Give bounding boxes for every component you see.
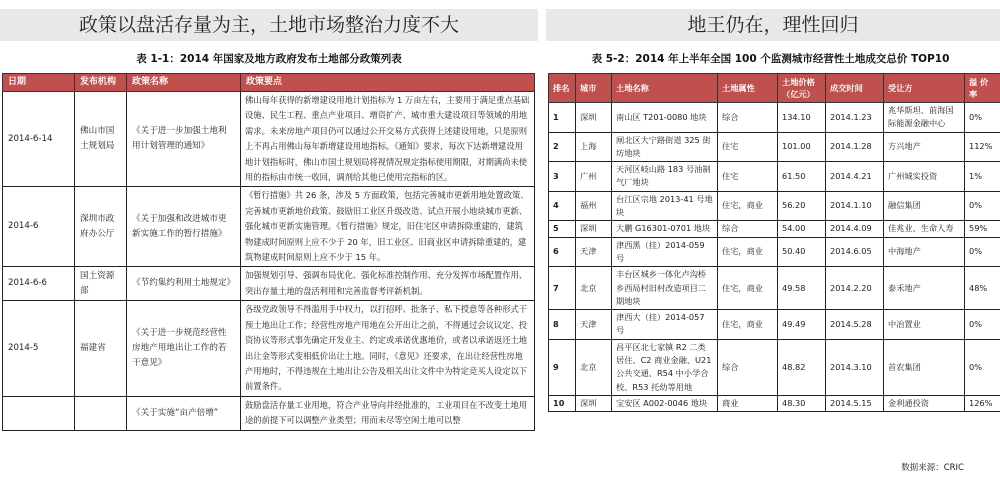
land-row — [549, 310, 1000, 340]
land-row — [549, 191, 1000, 221]
land-price-cell: 54.00 — [778, 221, 826, 237]
deal-date-cell: 2014.4.21 — [826, 162, 884, 192]
deal-date-cell: 2014.1.28 — [826, 132, 884, 162]
premium-rate-cell: 1% — [965, 162, 1000, 192]
land-use-cell: 住宅，商业 — [718, 237, 778, 267]
rank-cell: 8 — [549, 310, 576, 340]
policy-name-cell: 《关于进一步规范经营性房地产用地出让工作的若干意见》 — [127, 301, 241, 396]
land-use-cell: 住宅 — [718, 132, 778, 162]
land-row — [549, 339, 1000, 395]
land-use-cell: 住宅 — [718, 162, 778, 192]
deal-date-cell: 2014.1.23 — [826, 103, 884, 133]
date-cell: 2014-6-6 — [3, 267, 75, 301]
land-use-cell: 商业 — [718, 395, 778, 411]
header-policy-points: 政策要点 — [241, 74, 535, 92]
premium-rate-cell: 112% — [965, 132, 1000, 162]
right-banner-title: 地王仍在，理性回归 — [546, 9, 1000, 41]
header-land-price: 土地价格（亿元） — [778, 74, 826, 103]
city-cell: 深圳 — [576, 103, 612, 133]
buyer-cell: 中冶置业 — [884, 310, 965, 340]
city-cell: 深圳 — [576, 221, 612, 237]
land-row — [549, 267, 1000, 310]
land-price-cell: 50.40 — [778, 237, 826, 267]
premium-rate-cell: 0% — [965, 237, 1000, 267]
buyer-cell: 兆华斯坦、前海国际能源金融中心 — [884, 103, 965, 133]
agency-cell — [75, 396, 127, 430]
policy-name-cell: 《关于加强和改进城市更新实施工作的暂行措施》 — [127, 187, 241, 267]
buyer-cell: 中海地产 — [884, 237, 965, 267]
city-cell: 广州 — [576, 162, 612, 192]
deal-date-cell: 2014.1.10 — [826, 191, 884, 221]
policy-points-cell: 《暂行措施》共 26 条，涉及 5 方面政策，包括完善城市更新用地处置政策、完善城市更新地价政策、鼓励旧工业区升级改造、试点开展小地块城市更新、强化城市更新实施管理。《暂行措施》规定，旧住宅区申请拆除重建的，建筑物建成时间原则上应不少于 20 年，旧工业区、旧商业区申请拆除重建的，建筑物建成时间原则上应不少于 15 年。 — [241, 187, 535, 267]
land-name-cell: 津西大（挂）2014-057 号 — [612, 310, 718, 340]
premium-rate-cell: 0% — [965, 310, 1000, 340]
land-price-cell: 48.30 — [778, 395, 826, 411]
land-use-cell: 综合 — [718, 221, 778, 237]
buyer-cell: 佳兆业、生命人寿 — [884, 221, 965, 237]
policy-points-cell: 佛山每年获得的新增建设用地计划指标为 1 万亩左右，主要用于满足重点基础设施、民生工程、重点产业项目、增资扩产、城市重大建设项目等领域的用地需求。未来房地产项目仍可以通过公开交易方式获得上述建设用地，只是原则上不再占用佛山每年新增建设用地指标。《通知》要求，每次下达新增建设用地计划指标时，佛山市国土规划局将视情况规定指标使用期限，对期满尚未使用的指标由市统一收回，调剂给其他已使用完指标的区。 — [241, 92, 535, 187]
premium-rate-cell: 0% — [965, 103, 1000, 133]
land-use-cell: 综合 — [718, 103, 778, 133]
buyer-cell: 首农集团 — [884, 339, 965, 395]
right-panel — [541, 0, 1000, 480]
rank-cell: 1 — [549, 103, 576, 133]
land-name-cell: 南山区 T201-0080 地块 — [612, 103, 718, 133]
land-row — [549, 221, 1000, 237]
city-cell: 天津 — [576, 237, 612, 267]
policy-name-cell: 《节约集约利用土地规定》 — [127, 267, 241, 301]
land-use-cell: 综合 — [718, 339, 778, 395]
land-top10-table — [548, 73, 1000, 412]
city-cell: 上海 — [576, 132, 612, 162]
agency-cell: 福建省 — [75, 301, 127, 396]
city-cell: 深圳 — [576, 395, 612, 411]
premium-rate-cell: 0% — [965, 191, 1000, 221]
land-use-cell: 住宅，商业 — [718, 191, 778, 221]
rank-cell: 3 — [549, 162, 576, 192]
premium-rate-cell: 59% — [965, 221, 1000, 237]
header-deal-date: 成交时间 — [826, 74, 884, 103]
land-use-cell: 住宅，商业 — [718, 310, 778, 340]
policy-name-cell: 《关于进一步加强土地利用计划管理的通知》 — [127, 92, 241, 187]
land-row — [549, 162, 1000, 192]
data-source-note: 数据来源：CRIC — [901, 463, 964, 473]
land-price-cell: 49.49 — [778, 310, 826, 340]
deal-date-cell: 2014.5.28 — [826, 310, 884, 340]
land-name-cell: 津西黑（挂）2014-059 号 — [612, 237, 718, 267]
premium-rate-cell: 0% — [965, 339, 1000, 395]
rank-cell: 10 — [549, 395, 576, 411]
land-name-cell: 闸北区大宁路街道 325 街坊地块 — [612, 132, 718, 162]
rank-cell: 7 — [549, 267, 576, 310]
agency-cell: 佛山市国土规划局 — [75, 92, 127, 187]
buyer-cell: 方兴地产 — [884, 132, 965, 162]
land-table-header — [549, 74, 1000, 103]
city-cell: 北京 — [576, 267, 612, 310]
policy-points-cell: 各级党政领导不得滥用手中权力，以打招呼、批条子、私下授意等各种形式干预土地出让工作；经营性房地产用地在公开出让之前，不得通过会议议定、投资协议等形式事先确定开发业主、约定或承诺优惠地价，或者以承诺返还土地出让金等形式变相低价出让土地。同时，《意见》还要求，在出让经营性房地产用地时，不得违规在土地出让公告及相关出让文件中为特定竞买人设定以下前置条件。 — [241, 301, 535, 396]
policy-row — [3, 187, 535, 267]
land-price-cell: 134.10 — [778, 103, 826, 133]
rank-cell: 4 — [549, 191, 576, 221]
policy-table — [2, 73, 535, 431]
policy-table-header — [3, 74, 535, 92]
date-cell: 2014-6 — [3, 187, 75, 267]
rank-cell: 6 — [549, 237, 576, 267]
left-banner-title: 政策以盘活存量为主，土地市场整治力度不大 — [0, 9, 538, 41]
buyer-cell: 金利通投资 — [884, 395, 965, 411]
policy-name-cell: 《关于实施“亩产倍增” — [127, 396, 241, 430]
land-row — [549, 237, 1000, 267]
agency-cell: 国土资源部 — [75, 267, 127, 301]
deal-date-cell: 2014.5.15 — [826, 395, 884, 411]
header-land-use: 土地属性 — [718, 74, 778, 103]
land-price-cell: 48.82 — [778, 339, 826, 395]
rank-cell: 2 — [549, 132, 576, 162]
header-rank: 排名 — [549, 74, 576, 103]
buyer-cell: 融信集团 — [884, 191, 965, 221]
land-name-cell: 台江区宗地 2013-41 号地块 — [612, 191, 718, 221]
policy-points-cell: 鼓励盘活存量工业用地，符合产业导向并经批准的，工业项目在不改变土地用途的前提下可以调整产业类型；用而未尽等空闲土地可以整 — [241, 396, 535, 430]
header-buyer: 受让方 — [884, 74, 965, 103]
rank-cell: 5 — [549, 221, 576, 237]
city-cell: 北京 — [576, 339, 612, 395]
land-name-cell: 天河区岐山路 183 号油制气厂地块 — [612, 162, 718, 192]
land-row — [549, 103, 1000, 133]
land-price-cell: 101.00 — [778, 132, 826, 162]
header-premium-rate: 溢 价率 — [965, 74, 1000, 103]
date-cell — [3, 396, 75, 430]
land-row — [549, 395, 1000, 411]
date-cell: 2014-5 — [3, 301, 75, 396]
policy-points-cell: 加强规划引导、强调布局优化、强化标准控制作用、充分发挥市场配置作用、突出存量土地的盘活利用和完善监督考评新机制。 — [241, 267, 535, 301]
land-price-cell: 56.20 — [778, 191, 826, 221]
date-cell: 2014-6-14 — [3, 92, 75, 187]
city-cell: 天津 — [576, 310, 612, 340]
policy-row — [3, 396, 535, 430]
deal-date-cell: 2014.6.05 — [826, 237, 884, 267]
header-agency: 发布机构 — [75, 74, 127, 92]
deal-date-cell: 2014.4.09 — [826, 221, 884, 237]
policy-row — [3, 267, 535, 301]
right-table-caption: 表 5-2：2014 年上半年全国 100 个监测城市经营性土地成交总价 TOP10 — [591, 53, 950, 65]
premium-rate-cell: 48% — [965, 267, 1000, 310]
land-price-cell: 49.58 — [778, 267, 826, 310]
header-policy-name: 政策名称 — [127, 74, 241, 92]
buyer-cell: 广州城实投资 — [884, 162, 965, 192]
agency-cell: 深圳市政府办公厅 — [75, 187, 127, 267]
deal-date-cell: 2014.2.20 — [826, 267, 884, 310]
deal-date-cell: 2014.3.10 — [826, 339, 884, 395]
header-date: 日期 — [3, 74, 75, 92]
buyer-cell: 泰禾地产 — [884, 267, 965, 310]
land-name-cell: 昌平区北七家镇 R2 二类居住、C2 商业金融、U21 公共交通、R54 中小学合校、R53 托幼等用地 — [612, 339, 718, 395]
land-name-cell: 宝安区 A002-0046 地块 — [612, 395, 718, 411]
left-table-caption: 表 1-1：2014 年国家及地方政府发布土地部分政策列表 — [136, 53, 402, 65]
city-cell: 福州 — [576, 191, 612, 221]
rank-cell: 9 — [549, 339, 576, 395]
land-name-cell: 丰台区城乡一体化卢沟桥乡西局村旧村改造项目二期地块 — [612, 267, 718, 310]
land-price-cell: 61.50 — [778, 162, 826, 192]
policy-row — [3, 92, 535, 187]
land-name-cell: 大鹏 G16301-0701 地块 — [612, 221, 718, 237]
policy-row — [3, 301, 535, 396]
premium-rate-cell: 126% — [965, 395, 1000, 411]
header-land-name: 土地名称 — [612, 74, 718, 103]
land-use-cell: 住宅，商业 — [718, 267, 778, 310]
header-city: 城市 — [576, 74, 612, 103]
land-row — [549, 132, 1000, 162]
